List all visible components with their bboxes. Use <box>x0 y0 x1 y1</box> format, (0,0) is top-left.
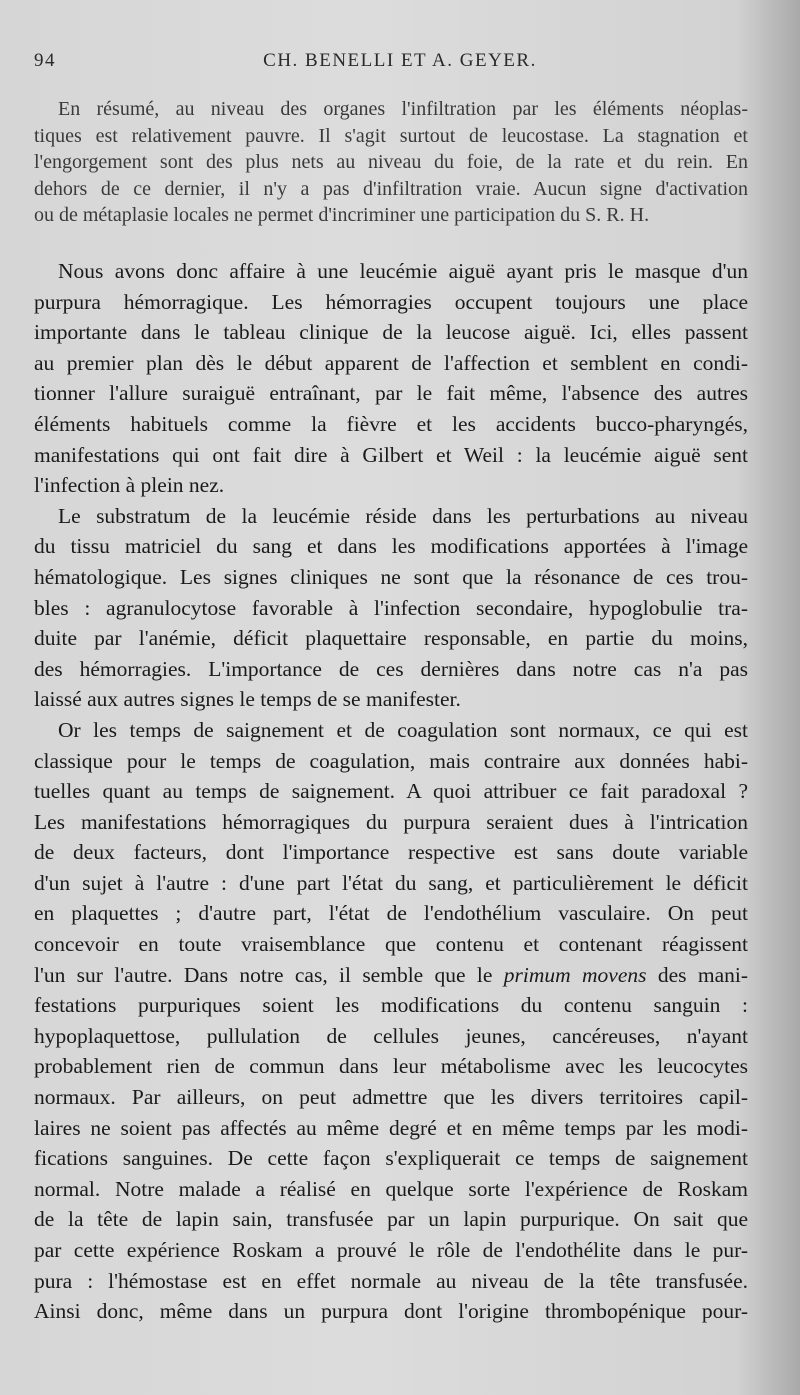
paragraph-substratum <box>34 501 748 715</box>
running-title: CH. BENELLI ET A. GEYER. <box>263 50 537 71</box>
paragraph-leucemie-aigue <box>34 256 748 501</box>
text-line: d'un sujet à l'autre : d'une part l'état du sang, et particulièrement le déficit <box>34 870 748 895</box>
text-line: tuelles quant au temps de saignement. A quoi attribuer ce fait paradoxal ? <box>34 779 748 804</box>
text-line: importante dans le tableau clinique de la leucose aiguë. Ici, elles passent <box>34 320 748 345</box>
text-line: hypoplaquettose, pullulation de cellules jeunes, cancéreuses, n'ayant <box>34 1023 748 1048</box>
text-line-with-italic <box>34 960 748 991</box>
paragraph-temps-saignement <box>34 715 748 1327</box>
text-line: bles : agranulocytose favorable à l'infection secondaire, hypoglobulie tra- <box>34 595 748 620</box>
text-segment: des mani- <box>646 962 748 987</box>
running-header <box>34 50 766 78</box>
summary-line: l'engorgement sont des plus nets au niveau du foie, de la rate et du rein. En <box>34 151 748 173</box>
text-line: Ainsi donc, même dans un purpura dont l'origine thrombopénique pour- <box>34 1299 748 1324</box>
text-line: laissé aux autres signes le temps de se manifester. <box>34 687 461 712</box>
text-line: Les manifestations hémorragiques du purpura seraient dues à l'intrication <box>34 809 748 834</box>
text-line: manifestations qui ont fait dire à Gilbert et Weil : la leucémie aiguë sent <box>34 442 748 467</box>
italic-phrase: primum movens <box>503 962 647 987</box>
text-line: normal. Notre malade a réalisé en quelque sorte l'expérience de Roskam <box>34 1176 748 1201</box>
text-line: Le substratum de la leucémie réside dans les perturbations au niveau <box>58 503 748 528</box>
text-line: duite par l'anémie, déficit plaquettaire responsable, en partie du moins, <box>34 626 748 651</box>
text-line: de deux facteurs, dont l'importance respective est sans doute variable <box>34 840 748 865</box>
text-line: concevoir en toute vraisemblance que contenu et contenant réagissent <box>34 932 748 957</box>
text-line: éléments habituels comme la fièvre et les accidents bucco-pharyngés, <box>34 411 748 436</box>
text-line: du tissu matriciel du sang et dans les modifications apportées à l'image <box>34 534 748 559</box>
summary-line: En résumé, au niveau des organes l'infiltration par les éléments néoplas- <box>58 98 748 120</box>
text-line: hématologique. Les signes cliniques ne sont que la résonance de ces trou- <box>34 564 748 589</box>
text-line: tionner l'allure suraiguë entraînant, par le fait même, l'absence des autres <box>34 381 748 406</box>
text-line: l'infection à plein nez. <box>34 473 225 498</box>
text-line: classique pour le temps de coagulation, mais contraire aux données habi- <box>34 748 748 773</box>
page-number: 94 <box>34 50 56 71</box>
text-line: festations purpuriques soient les modifications du contenu sanguin : <box>34 993 748 1018</box>
text-line: purpura hémorragique. Les hémorragies occupent toujours une place <box>34 289 748 314</box>
text-line: de la tête de lapin sain, transfusée par un lapin purpurique. On sait que <box>34 1207 748 1232</box>
summary-line: tiques est relativement pauvre. Il s'agit surtout de leucostase. La stagnation et <box>34 124 748 147</box>
text-line: au premier plan dès le début apparent de l'affection et semblent en condi- <box>34 350 748 375</box>
text-line: pura : l'hémostase est en effet normale au niveau de la tête transfusée. <box>34 1268 748 1293</box>
text-segment: l'un sur l'autre. Dans notre cas, il semble que le <box>34 962 504 987</box>
text-line: Or les temps de saignement et de coagulation sont normaux, ce qui est <box>58 717 748 742</box>
text-line: des hémorragies. L'importance de ces dernières dans notre cas n'a pas <box>34 656 748 681</box>
text-line: probablement rien de commun dans leur métabolisme avec les leucocytes <box>34 1054 748 1079</box>
summary-paragraph <box>34 96 748 229</box>
text-line: laires ne soient pas affectés au même degré et en même temps par les modi- <box>34 1115 748 1140</box>
body-text <box>34 256 748 1327</box>
summary-line: dehors de ce dernier, il n'y a pas d'infiltration vraie. Aucun signe d'activation <box>34 177 748 200</box>
text-line: fications sanguines. De cette façon s'expliquerait ce temps de saignement <box>34 1146 748 1171</box>
summary-line: ou de métaplasie locales ne permet d'incriminer une participation du S. R. H. <box>34 204 650 226</box>
text-line: en plaquettes ; d'autre part, l'état de l'endothélium vasculaire. On peut <box>34 901 748 926</box>
text-line: normaux. Par ailleurs, on peut admettre que les divers territoires capil- <box>34 1085 748 1110</box>
text-line: Nous avons donc affaire à une leucémie aiguë ayant pris le masque d'un <box>58 259 748 283</box>
text-line: par cette expérience Roskam a prouvé le rôle de l'endothélite dans le pur- <box>34 1238 748 1262</box>
